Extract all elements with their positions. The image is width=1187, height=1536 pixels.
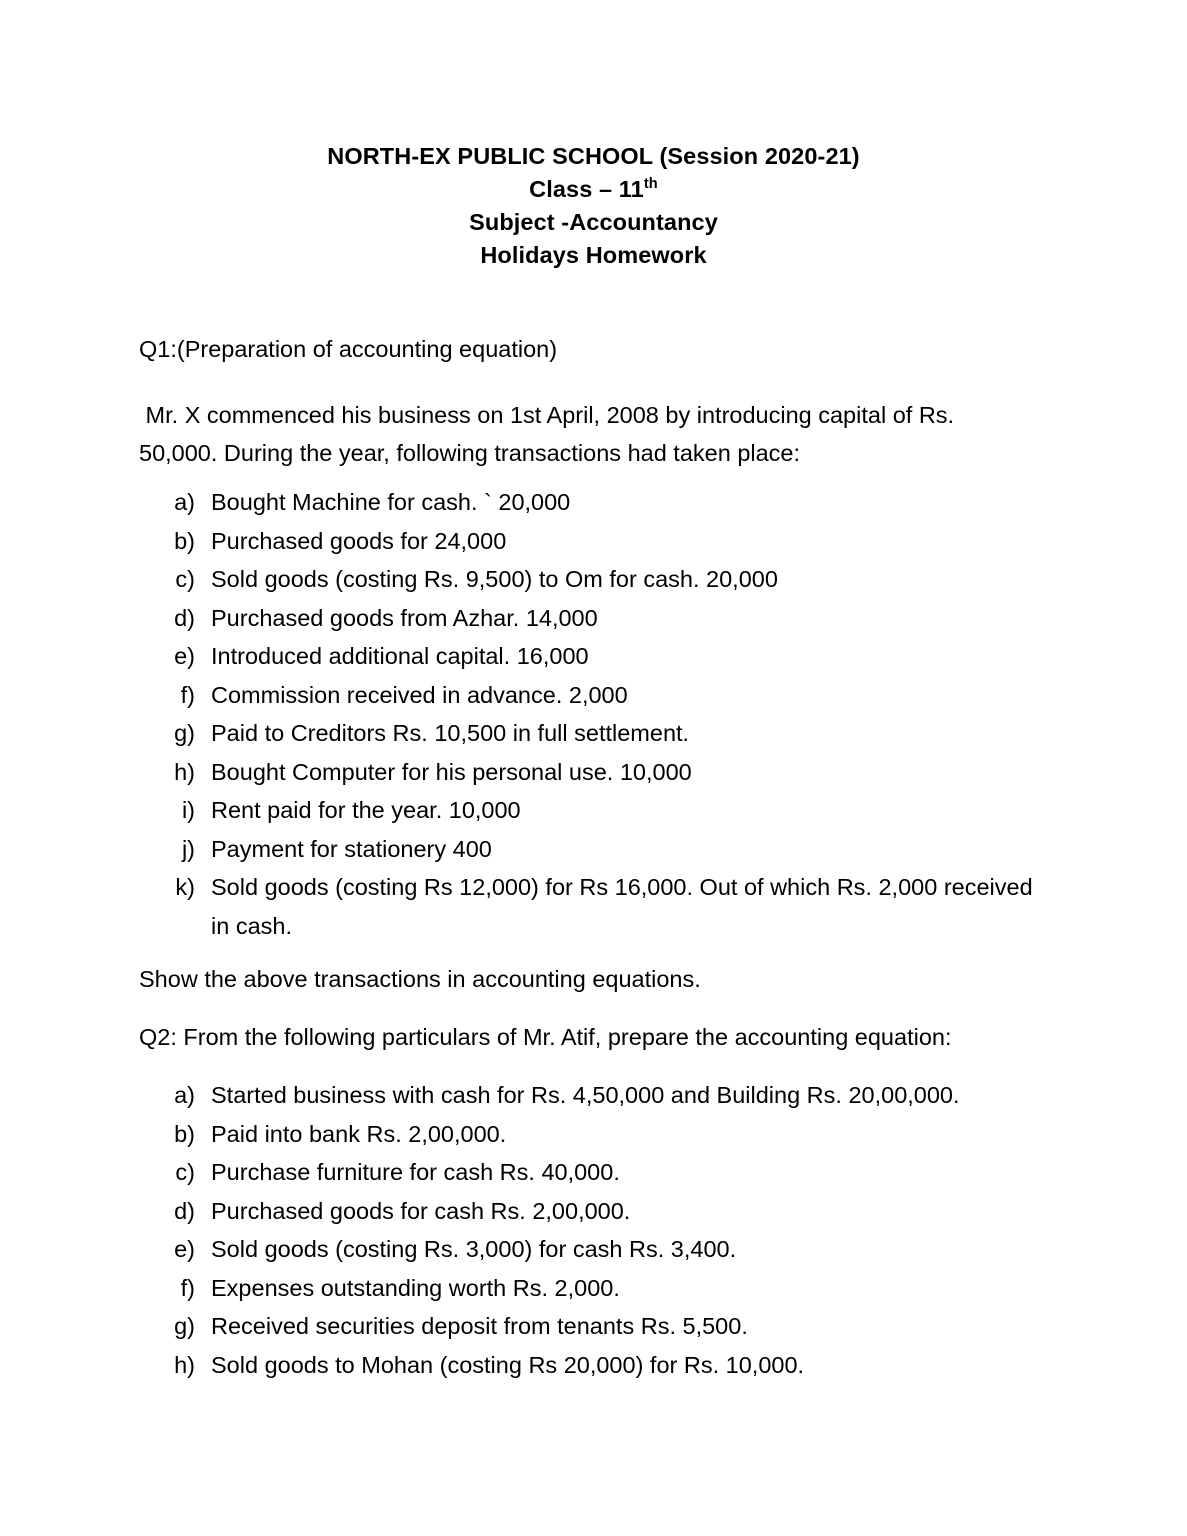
- school-title-line: NORTH-EX PUBLIC SCHOOL (Session 2020-21): [327, 143, 860, 169]
- list-item-text: Paid to Creditors Rs. 10,500 in full settlement.: [211, 720, 690, 746]
- list-marker: a): [174, 489, 195, 515]
- homework-line: Holidays Homework: [480, 242, 707, 268]
- list-marker: b): [174, 1120, 195, 1147]
- list-item-text: Purchased goods for cash Rs. 2,00,000.: [211, 1197, 631, 1224]
- list-marker: d): [174, 1197, 195, 1224]
- list-item: [139, 676, 1041, 715]
- list-marker: b): [174, 527, 195, 554]
- class-ordinal-suffix: th: [643, 176, 658, 193]
- list-marker: e): [174, 643, 195, 669]
- q1-transactions-list-wrapper: [139, 483, 1039, 945]
- list-item-text: Sold goods (costing Rs. 9,500) to Om for cash. 20,000: [211, 566, 778, 592]
- list-marker: i): [181, 797, 195, 823]
- list-marker: f): [180, 1274, 195, 1301]
- list-item-text: Rent paid for the year. 10,000: [211, 797, 521, 823]
- question-2-section: [139, 1018, 1059, 1056]
- list-item: [139, 753, 1041, 792]
- document-header: [0, 140, 1187, 272]
- list-item-text: Purchased goods from Azhar. 14,000: [211, 604, 598, 631]
- q1-heading: Q1:(Preparation of accounting equation): [139, 336, 558, 362]
- q1-transactions-list: [139, 483, 1039, 945]
- list-item-text: Bought Computer for his personal use. 10,000: [211, 758, 692, 785]
- list-item: [139, 483, 1041, 522]
- list-item: [139, 1307, 1071, 1346]
- list-marker: h): [174, 1351, 195, 1378]
- list-item-text: Received securities deposit from tenants Rs. 5,500.: [211, 1313, 748, 1339]
- class-line-text: Class – 11: [529, 176, 644, 202]
- list-marker: k): [175, 874, 195, 900]
- q2-transactions-list-wrapper: [139, 1076, 1039, 1384]
- q2-transactions-list: [139, 1076, 1039, 1384]
- list-item: [139, 1115, 1071, 1154]
- list-marker: h): [174, 758, 195, 785]
- list-item-text: Payment for stationery 400: [211, 835, 492, 862]
- list-item: [139, 1269, 1071, 1308]
- q1-closing-instruction: Show the above transactions in accounting equations.: [139, 966, 701, 992]
- list-item: [139, 1346, 1071, 1385]
- list-item-text: Purchase furniture for cash Rs. 40,000.: [211, 1159, 620, 1185]
- subject-line: Subject -Accountancy: [469, 209, 718, 235]
- list-marker: f): [180, 681, 195, 708]
- list-item: [139, 1153, 1071, 1192]
- list-marker: c): [175, 1159, 195, 1185]
- list-item: [139, 599, 1041, 638]
- q1-closing-wrapper: [139, 960, 1039, 998]
- q1-intro-paragraph: Mr. X commenced his business on 1st April, 2008 by introducing capital of Rs. 50,000. During the year, following transactions had taken place:: [139, 402, 961, 466]
- list-item: [139, 637, 1041, 676]
- list-item: [139, 1076, 1071, 1115]
- list-item: [139, 560, 1041, 599]
- q2-heading: Q2: From the following particulars of Mr. Atif, prepare the accounting equation:: [139, 1024, 952, 1050]
- list-item-text: Purchased goods for 24,000: [211, 527, 507, 554]
- list-item-text: Started business with cash for Rs. 4,50,000 and Building Rs. 20,00,000.: [211, 1082, 960, 1108]
- list-item: [139, 522, 1041, 561]
- list-item: [139, 868, 1041, 945]
- list-marker: a): [174, 1082, 195, 1108]
- list-marker: c): [175, 566, 195, 592]
- list-item-text: Sold goods (costing Rs. 3,000) for cash Rs. 3,400.: [211, 1236, 737, 1262]
- list-marker: g): [174, 1313, 195, 1339]
- list-item-text: Introduced additional capital. 16,000: [211, 643, 589, 669]
- list-item: [139, 1192, 1071, 1231]
- list-item-text: Bought Machine for cash. ` 20,000: [211, 489, 571, 515]
- list-item-text: Sold goods to Mohan (costing Rs 20,000) for Rs. 10,000.: [211, 1351, 805, 1378]
- list-item-text: Paid into bank Rs. 2,00,000.: [211, 1120, 507, 1147]
- list-marker: d): [174, 604, 195, 631]
- list-item: [139, 791, 1041, 830]
- list-item-text: Commission received in advance. 2,000: [211, 681, 628, 708]
- list-marker: j): [181, 835, 195, 862]
- list-marker: g): [174, 720, 195, 746]
- list-item: [139, 1230, 1071, 1269]
- list-item-text: Expenses outstanding worth Rs. 2,000.: [211, 1274, 620, 1301]
- question-1-section: [139, 330, 1039, 472]
- list-item: [139, 830, 1041, 869]
- list-item-text: Sold goods (costing Rs 12,000) for Rs 16,000. Out of which Rs. 2,000 received in cash.: [211, 874, 1040, 939]
- class-line: [0, 173, 1187, 206]
- list-marker: e): [174, 1236, 195, 1262]
- list-item: [139, 714, 1041, 753]
